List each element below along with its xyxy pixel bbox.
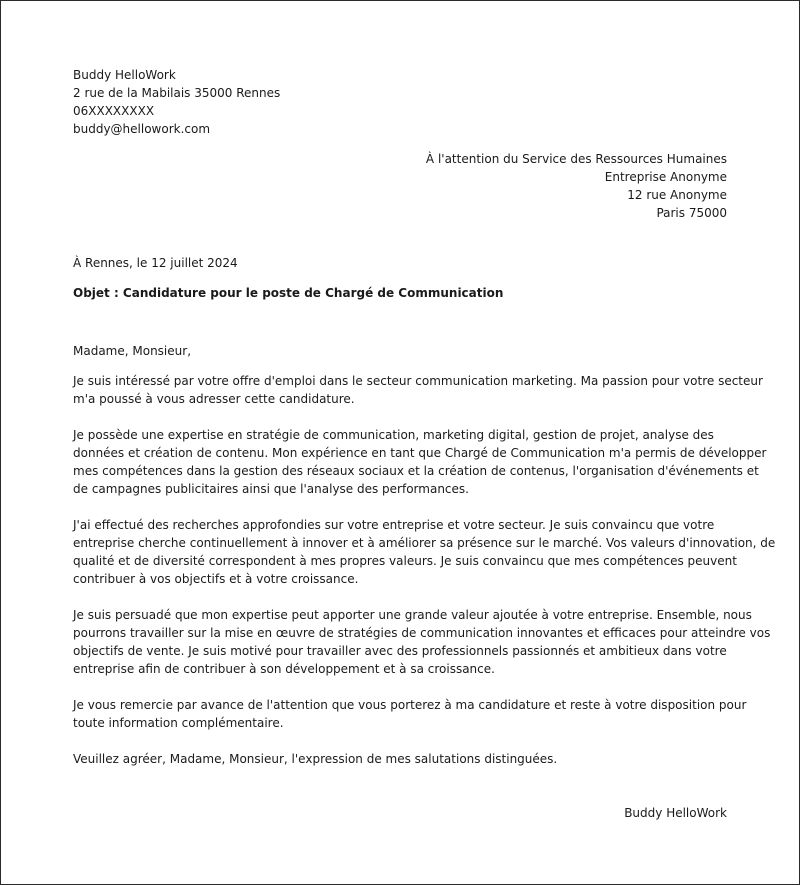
paragraph-line: données et création de contenu. Mon expérience en tant que Chargé de Communication m'a permis de développer (73, 446, 767, 460)
paragraph (73, 426, 767, 498)
paragraph-line: Je suis intéressé par votre offre d'emploi dans le secteur communication marketing. Ma passion pour votre secteur (73, 374, 763, 388)
paragraph-line: m'a poussé à vous adresser cette candidature. (73, 392, 355, 406)
subject-line: Objet : Candidature pour le poste de Chargé de Communication (73, 286, 504, 300)
paragraph-line: toute information complémentaire. (73, 716, 284, 730)
closing-formula: Veuillez agréer, Madame, Monsieur, l'expression de mes salutations distinguées. (73, 752, 558, 766)
paragraph-line: J'ai effectué des recherches approfondies sur votre entreprise et votre secteur. Je suis convaincu que votre (73, 518, 715, 532)
recipient-company: Entreprise Anonyme (604, 170, 727, 184)
sender-phone: 06XXXXXXXX (73, 104, 155, 118)
paragraph-line: pourrons travailler sur la mise en œuvre de stratégies de communication innovantes et efficaces pour atteindre vos (73, 626, 771, 640)
paragraph-line: Je vous remercie par avance de l'attention que vous porterez à ma candidature et reste à votre disposition pour (73, 698, 747, 712)
recipient-street: 12 rue Anonyme (627, 188, 727, 202)
date-line: À Rennes, le 12 juillet 2024 (73, 256, 238, 270)
recipient-block (426, 150, 727, 222)
sender-email: buddy@hellowork.com (73, 122, 211, 136)
recipient-city: Paris 75000 (656, 206, 727, 220)
signature: Buddy HelloWork (624, 806, 727, 820)
paragraph-line: entreprise cherche continuellement à innover et à améliorer sa présence sur le marché. Vos valeurs d'innovation, de (73, 536, 776, 550)
paragraph-line: contribuer à vos objectifs et à votre croissance. (73, 572, 359, 586)
paragraph-line: qualité et de diversité correspondent à mes propres valeurs. Je suis convaincu que mes compétences peuvent (73, 554, 737, 568)
sender-block (73, 66, 280, 138)
paragraph-line: mes compétences dans la gestion des réseaux sociaux et la création de contenus, l'organisation d'événements et (73, 464, 759, 478)
paragraph-line: entreprise afin de contribuer à son développement et à sa croissance. (73, 662, 495, 676)
paragraph-line: Je possède une expertise en stratégie de communication, marketing digital, gestion de projet, analyse des (73, 428, 714, 442)
paragraph (73, 696, 747, 732)
paragraph (73, 516, 776, 588)
recipient-attention: À l'attention du Service des Ressources Humaines (425, 152, 727, 166)
salutation: Madame, Monsieur, (73, 344, 192, 358)
paragraph (73, 372, 763, 408)
paragraph-line: de campagnes publicitaires ainsi que l'analyse des performances. (73, 482, 469, 496)
paragraph-line: objectifs de vente. Je suis motivé pour travailler avec des professionnels passionnés et ambitieux dans votre (73, 644, 727, 658)
sender-address: 2 rue de la Mabilais 35000 Rennes (73, 86, 281, 100)
sender-name: Buddy HelloWork (73, 68, 176, 82)
paragraph-line: Je suis persuadé que mon expertise peut apporter une grande valeur ajoutée à votre entreprise. Ensemble, nous (73, 608, 752, 622)
letter-body (73, 342, 776, 768)
paragraph (73, 606, 771, 678)
